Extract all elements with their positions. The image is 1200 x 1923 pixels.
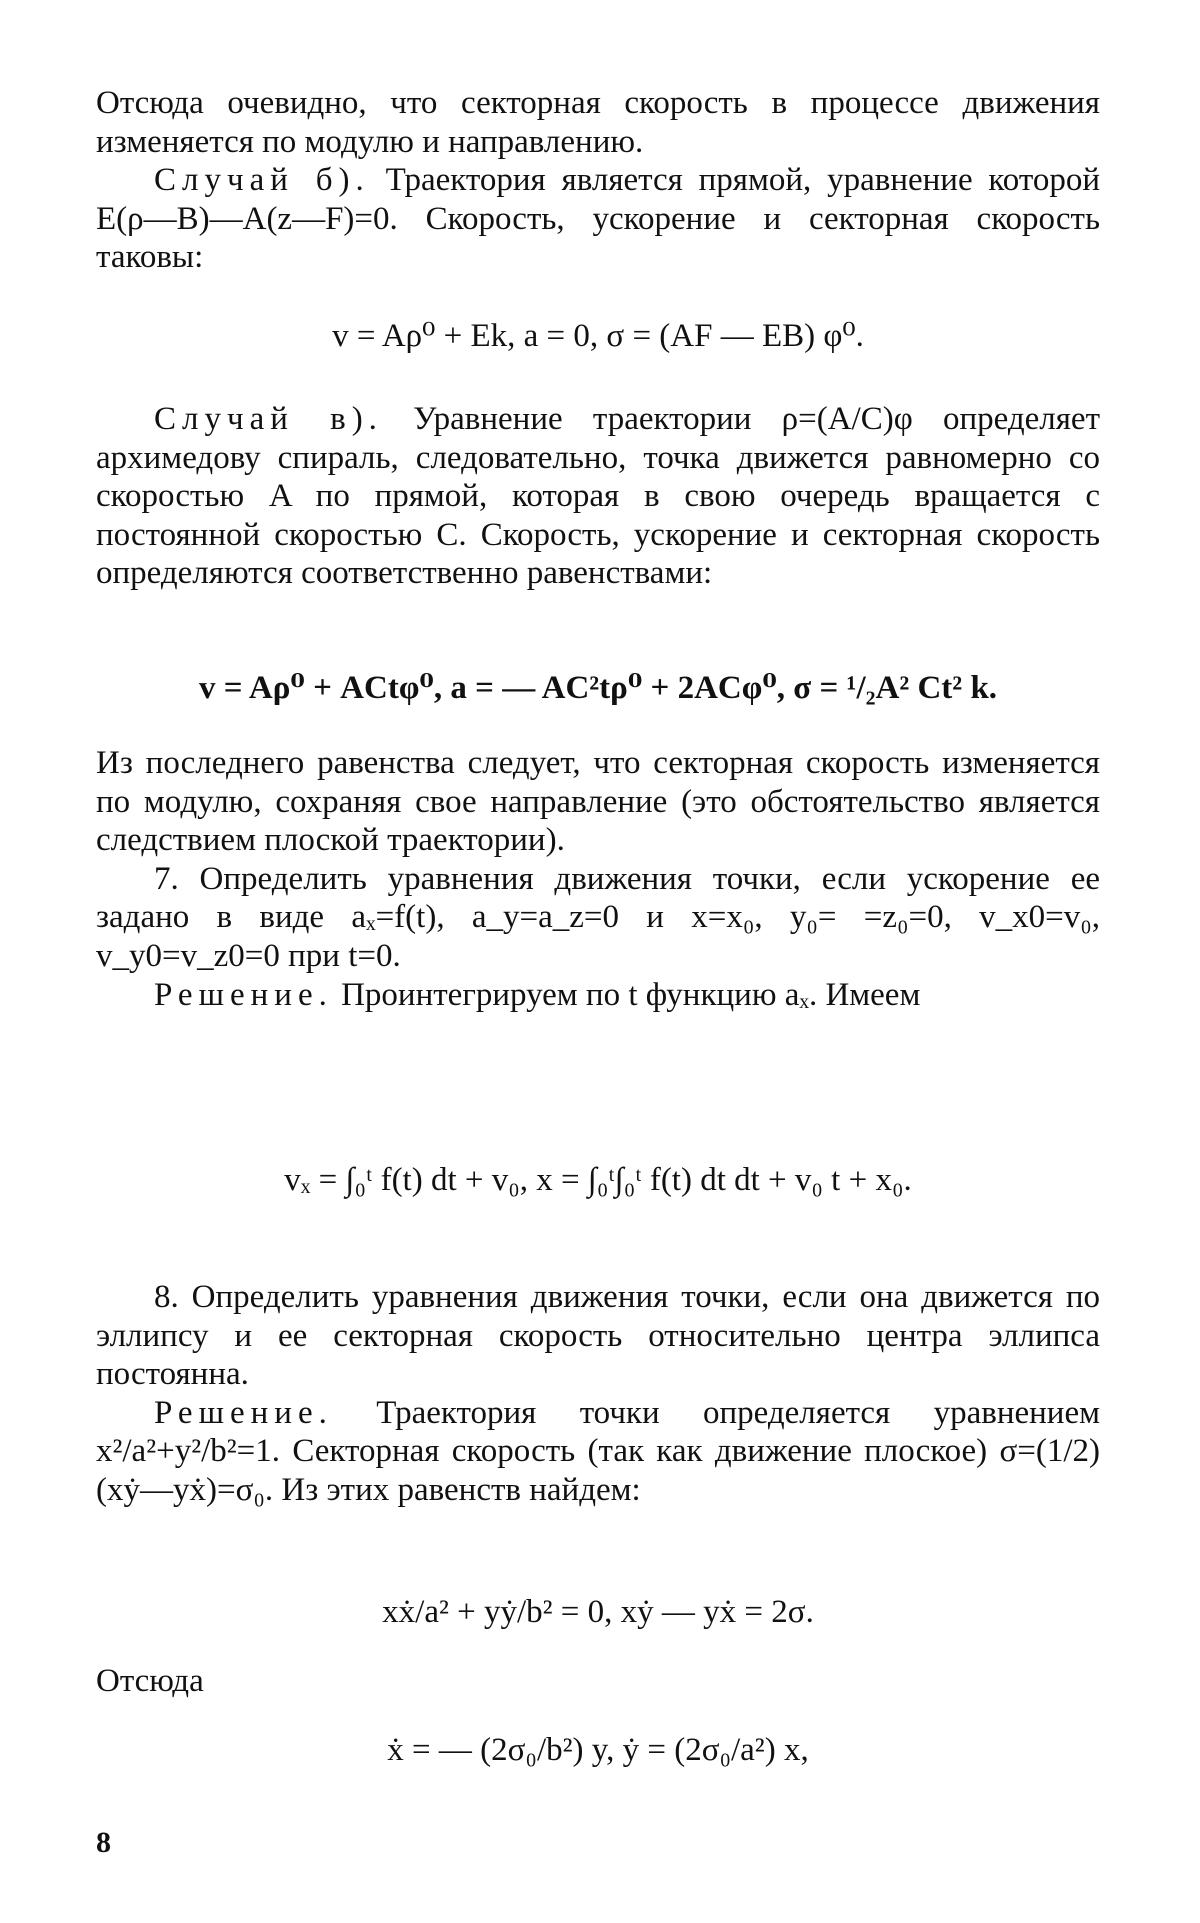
body-text-3: [96, 744, 1100, 1014]
case-b-text: Траектория является прямой, уравнение которой E(ρ—B)—A(z—F)=0. Скорость, ускорение и секторная скорость таковы:: [96, 162, 1100, 276]
body-text-4: [96, 1278, 1100, 1510]
solution-8-label: Решение.: [154, 1394, 333, 1431]
formula-velocity-components: ẋ = — (2σ₀/b²) y, ẏ = (2σ₀/a²) x,: [387, 1732, 809, 1768]
problem-8: 8. Определить уравнения движения точки, если она движется по эллипсу и ее секторная скорость относительно центра эллипса постоянна.: [96, 1279, 1100, 1393]
body-text: [96, 84, 1100, 277]
solution-7: [96, 976, 1100, 1015]
paragraph-planar-trajectory: Из последнего равенства следует, что секторная скорость изменяется по модулю, сохраняя свое направление (это обстоятельство является следствием плоской траектории).: [96, 745, 1100, 859]
paragraph-case-b: [96, 161, 1100, 277]
problem-7: 7. Определить уравнения движения точки, если ускорение ее задано в виде aₓ=f(t), a_y=a_z=0 и x=x₀, y₀= =z₀=0, v_x0=v₀, v_y0=v_z0=0 при t=0.: [96, 860, 1100, 974]
case-v-label: Случай в).: [154, 401, 383, 437]
body-text-5: [96, 1662, 1100, 1701]
solution-7-label: Решение.: [154, 976, 333, 1013]
formula-ellipse-derivatives: xẋ/a² + yẏ/b² = 0, xẏ — yẋ = 2σ.: [382, 1594, 814, 1630]
case-b-label: Случай б).: [154, 162, 370, 199]
page-number: 8: [96, 1826, 111, 1859]
solution-7-text: Проинтегрируем по t функцию aₓ. Имеем: [332, 976, 921, 1013]
solution-8: [96, 1394, 1100, 1510]
formula-case-b: v = Aρ⁰ + Ek, a = 0, σ = (AF — EB) φ⁰.: [332, 318, 864, 354]
body-text-2: [96, 400, 1100, 593]
solution-8-text: Траектория точки определяется уравнением x²/a²+y²/b²=1. Секторная скорость (так как движение плоское) σ=(1/2)(xẏ—yẋ)=σ₀. Из этих равенств найдем:: [96, 1394, 1100, 1508]
paragraph-case-v: [96, 400, 1100, 593]
paragraph-sector-velocity-conclusion: Отсюда очевидно, что секторная скорость в процессе движения изменяется по модулю и направлению.: [96, 85, 1100, 160]
formula-integrals: vₓ = ∫₀ᵗ f(t) dt + v₀, x = ∫₀ᵗ∫₀ᵗ f(t) dt dt + v₀ t + x₀.: [284, 1162, 912, 1198]
case-v-text: Уравнение траектории ρ=(A/C)φ определяет архимедову спираль, следовательно, точка движется равномерно со скоростью A по прямой, которая в свою очередь вращается с постоянной скоростью C. Скорость, ускорение и секторная скорость определяются соответственно равенствами:: [96, 401, 1100, 592]
formula-case-v: v = Aρ⁰ + ACtφ⁰, a = — AC²tρ⁰ + 2ACφ⁰, σ = ¹/₂A² Ct² k.: [198, 670, 998, 706]
paragraph-hence: Отсюда: [96, 1663, 204, 1699]
